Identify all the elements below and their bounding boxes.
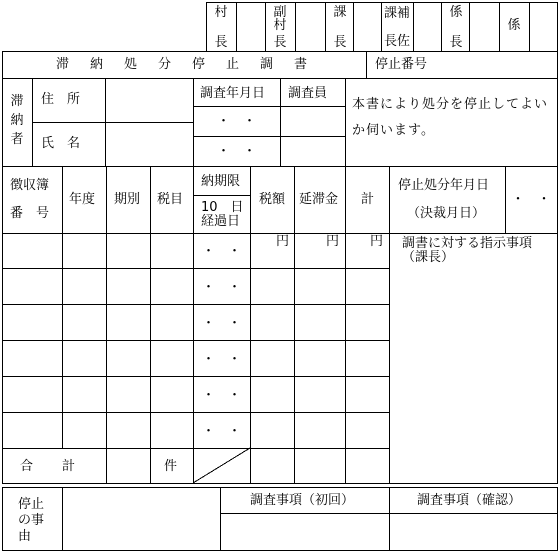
survey-date-1[interactable]: ・ ・ <box>216 114 256 129</box>
col-decision-date: （決裁月日） <box>407 206 486 221</box>
col-period: 期別 <box>114 192 141 207</box>
col-collection-book: 徴収簿 <box>10 178 50 193</box>
row-2-date[interactable]: ・ ・ <box>201 280 241 295</box>
approval-chief-bottom: 長 <box>449 35 463 50</box>
survey-confirm-field[interactable] <box>390 514 557 550</box>
investigator-label: 調査員 <box>288 86 328 101</box>
col-total: 計 <box>361 192 375 207</box>
col-tax-item: 税目 <box>157 192 184 207</box>
instruction-label: 調書に対する指示事項 <box>402 236 533 251</box>
col-ten-days: 10 日 <box>201 200 244 215</box>
approval-village-head-bottom: 長 <box>214 35 228 50</box>
delay-fee-unit: 円 <box>326 234 340 249</box>
col-tax-amount: 税額 <box>259 192 286 207</box>
total-row-label: 合 計 <box>20 459 77 474</box>
survey-first-field[interactable] <box>221 514 389 550</box>
instruction-sub: （課長） <box>402 250 455 265</box>
survey-first-label: 調査事項（初回） <box>250 493 355 508</box>
survey-date-2[interactable]: ・ ・ <box>216 144 256 159</box>
stop-date-value[interactable]: ・ ・ <box>511 192 551 207</box>
total-count-unit: 件 <box>164 459 178 474</box>
address-label: 住 所 <box>41 92 81 107</box>
approval-assistant-head-bottom: 長佐 <box>384 34 411 49</box>
request-text: 本書により処分を停止してよいか伺います。 <box>352 97 549 138</box>
col-elapsed: 経過日 <box>201 214 241 229</box>
approval-deputy-head-top: 副村 <box>273 5 287 33</box>
stop-reason-label: 停止の事由 <box>18 497 45 544</box>
survey-date-label: 調査年月日 <box>200 86 266 101</box>
approval-staff: 係 <box>507 18 521 33</box>
delinquent-side-label: 滞納者 <box>10 94 24 147</box>
row-1-date[interactable]: ・ ・ <box>201 244 241 259</box>
stop-reason-field[interactable] <box>63 488 220 550</box>
stop-number-label: 停止番号 <box>375 57 428 72</box>
approval-chief-top: 係 <box>449 5 463 20</box>
name-label: 氏 名 <box>41 136 81 151</box>
row-6-date[interactable]: ・ ・ <box>201 424 241 439</box>
row-4-date[interactable]: ・ ・ <box>201 352 241 367</box>
form-title: 滞納処分停止調書 <box>56 57 329 72</box>
col-year: 年度 <box>69 192 96 207</box>
tax-amount-unit: 円 <box>276 234 290 249</box>
col-stop-date: 停止処分年月日 <box>398 178 490 193</box>
approval-section-head-bottom: 長 <box>333 35 347 50</box>
row-5-date[interactable]: ・ ・ <box>201 388 241 403</box>
investigator-field-1[interactable] <box>281 107 345 136</box>
address-field[interactable] <box>106 79 193 122</box>
survey-confirm-label: 調査事項（確認） <box>417 493 522 508</box>
name-field[interactable] <box>106 123 193 166</box>
col-due-period: 納期限 <box>201 174 241 189</box>
row-3-date[interactable]: ・ ・ <box>201 316 241 331</box>
col-number: 番 号 <box>10 206 50 221</box>
investigator-field-2[interactable] <box>281 137 345 166</box>
approval-deputy-head-bottom: 長 <box>273 35 287 50</box>
total-unit: 円 <box>370 234 384 249</box>
approval-village-head-top: 村 <box>214 5 228 20</box>
instruction-field[interactable] <box>390 268 557 483</box>
approval-assistant-head-top: 課補 <box>384 6 411 21</box>
approval-section-head-top: 課 <box>333 5 347 20</box>
col-delay-fee: 延滞金 <box>299 192 339 207</box>
